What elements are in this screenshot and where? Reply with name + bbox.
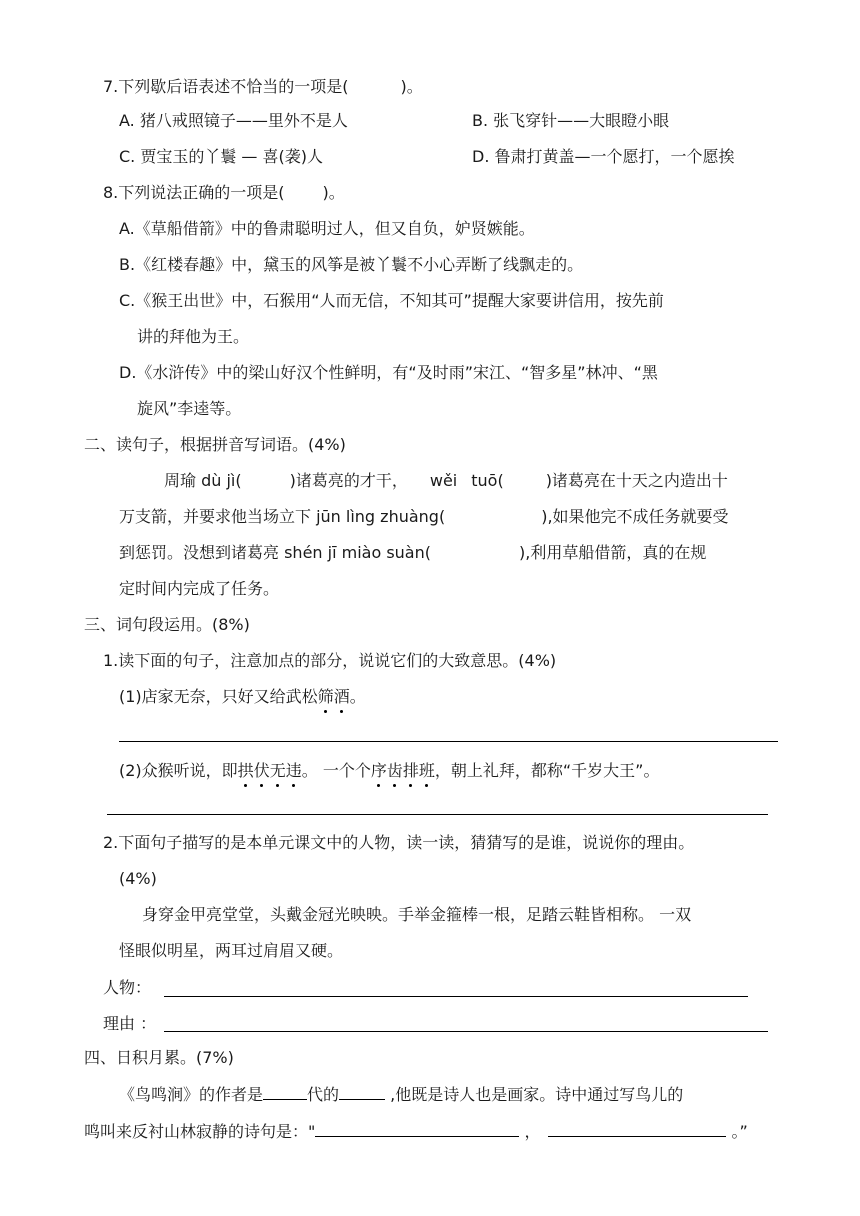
poem-blank-1[interactable] <box>315 1120 519 1137</box>
q8-option-c-line1: C.《猴王出世》中，石猴用“人而无信，不知其可”提醒大家要讲信用，按先前 <box>119 291 664 310</box>
q7-option-a: A. 猪八戒照镜子——里外不是人 <box>119 111 348 130</box>
sec2-line-1: 周瑜 dù jì( )诸葛亮的才干， wěi tuō( )诸葛亮在十天之内造出十 <box>164 471 728 490</box>
section-3-title: 三、词句段运用。(8%) <box>84 615 250 634</box>
q7-stem: 7.下列歇后语表述不恰当的一项是( )。 <box>103 77 423 96</box>
sec3-question-2-score: (4%) <box>119 869 157 888</box>
reason-label: 理由 ： <box>103 1014 157 1033</box>
q8-option-a: A.《草船借箭》中的鲁肃聪明过人，但又自负，妒贤嫉能。 <box>119 219 535 238</box>
q8-stem: 8.下列说法正确的一项是( )。 <box>103 183 345 202</box>
q8-option-d-line2: 旋风”李逵等。 <box>137 399 242 418</box>
sec2-line-4: 定时间内完成了任务。 <box>119 579 280 598</box>
reason-answer-line[interactable] <box>164 1031 768 1032</box>
q8-option-d-line1: D.《水浒传》中的梁山好汉个性鲜明，有“及时雨”宋江、“智多星”林冲、“黑 <box>119 363 658 382</box>
section-2-title: 二、读句子，根据拼音写词语。(4%) <box>84 435 346 454</box>
sec3-passage-line-2: 怪眼似明星，两耳过肩眉又硬。 <box>119 941 344 960</box>
dynasty-blank[interactable] <box>263 1083 307 1100</box>
q7-option-d: D. 鲁肃打黄盖—一个愿打，一个愿挨 <box>472 147 735 166</box>
answer-line-2[interactable] <box>107 814 768 815</box>
q8-option-b: B.《红楼春趣》中，黛玉的风筝是被丫鬟不小心弄断了线飘走的。 <box>119 255 584 274</box>
sec3-passage-line-1: 身穿金甲亮堂堂，头戴金冠光映映。手举金箍棒一根，足踏云鞋皆相称。 一双 <box>142 905 692 924</box>
person-label: 人物： <box>103 978 152 997</box>
sec2-line-2: 万支箭，并要求他当场立下 jūn lìng zhuàng( ),如果他完不成任务就要受 <box>119 507 729 526</box>
section-4-title: 四、日积月累。(7%) <box>84 1048 234 1067</box>
sec2-line-3: 到惩罚。没想到诸葛亮 shén jī miào suàn( ),利用草船借箭，真的在规 <box>119 543 707 562</box>
q8-option-c-line2: 讲的拜他为王。 <box>137 327 250 346</box>
poem-blank-2[interactable] <box>548 1120 726 1137</box>
q7-option-b: B. 张飞穿针——大眼瞪小眼 <box>472 111 670 130</box>
sec3-question-2: 2.下面句子描写的是本单元课文中的人物，读一读，猜猜写的是谁，说说你的理由。 <box>103 833 695 852</box>
person-answer-line[interactable] <box>164 996 748 997</box>
sec4-line-2: 鸣叫来反衬山林寂静的诗句是：" ， 。” <box>84 1122 748 1141</box>
answer-line-1[interactable] <box>119 741 778 742</box>
sec3-sentence-1: (1)店家无奈，只好又给武松筛酒。 <box>119 687 366 706</box>
author-blank[interactable] <box>339 1083 385 1100</box>
sec3-question-1: 1.读下面的句子，注意加点的部分，说说它们的大致意思。(4%) <box>103 651 557 670</box>
sec3-sentence-2: (2)众猴听说，即拱伏无违。 一个个序齿排班，朝上礼拜，都称“千岁大王”。 <box>119 761 660 780</box>
sec4-line-1: 《鸟鸣涧》的作者是 代的 ,他既是诗人也是画家。诗中通过写鸟儿的 <box>119 1085 684 1104</box>
q7-option-c: C. 贾宝玉的丫鬟 — 喜(袭)人 <box>119 147 324 166</box>
